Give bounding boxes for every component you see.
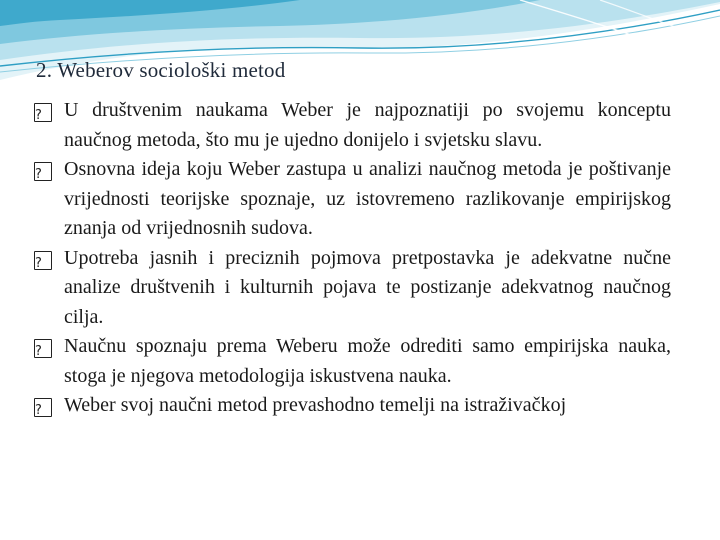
bullet-text: Osnovna ideja koju Weber zastupa u analizi naučnog metoda je poštivanje vrijednosti teorijske spoznaje, uz istovremeno razlikovanje empirijskog znanja od vrijednosnih sudova.: [64, 158, 671, 239]
bullet-text: Weber svoj naučni metod prevashodno temelji na istraživačkoj: [64, 394, 567, 416]
bullet-item: [34, 391, 671, 421]
bullet-text: U društvenim naukama Weber je najpoznatiji po svojemu konceptu naučnog metoda, što mu je ujedno donijelo i svjetsku slavu.: [64, 99, 671, 151]
slide-title: 2. Weberov sociološki metod: [36, 58, 286, 82]
missing-glyph-bullet-icon: [34, 162, 52, 181]
missing-glyph-bullet-icon: [34, 103, 52, 122]
bullet-item: [34, 244, 671, 333]
bullet-text: Naučnu spoznaju prema Weberu može odrediti samo empirijska nauka, stoga je njegova metodologija iskustvena nauka.: [64, 335, 671, 387]
bullet-item: [34, 96, 671, 155]
bullet-item: [34, 155, 671, 244]
missing-glyph-bullet-icon: [34, 339, 52, 358]
bullet-text: Upotreba jasnih i preciznih pojmova pretpostavka je adekvatne nučne analize društvenih i kulturnih pojava te postizanje adekvatnog naučnog cilja.: [64, 246, 671, 328]
missing-glyph-bullet-icon: [34, 251, 52, 270]
bullet-list: [34, 96, 671, 421]
missing-glyph-bullet-icon: [34, 398, 52, 417]
bullet-item: [34, 332, 671, 391]
